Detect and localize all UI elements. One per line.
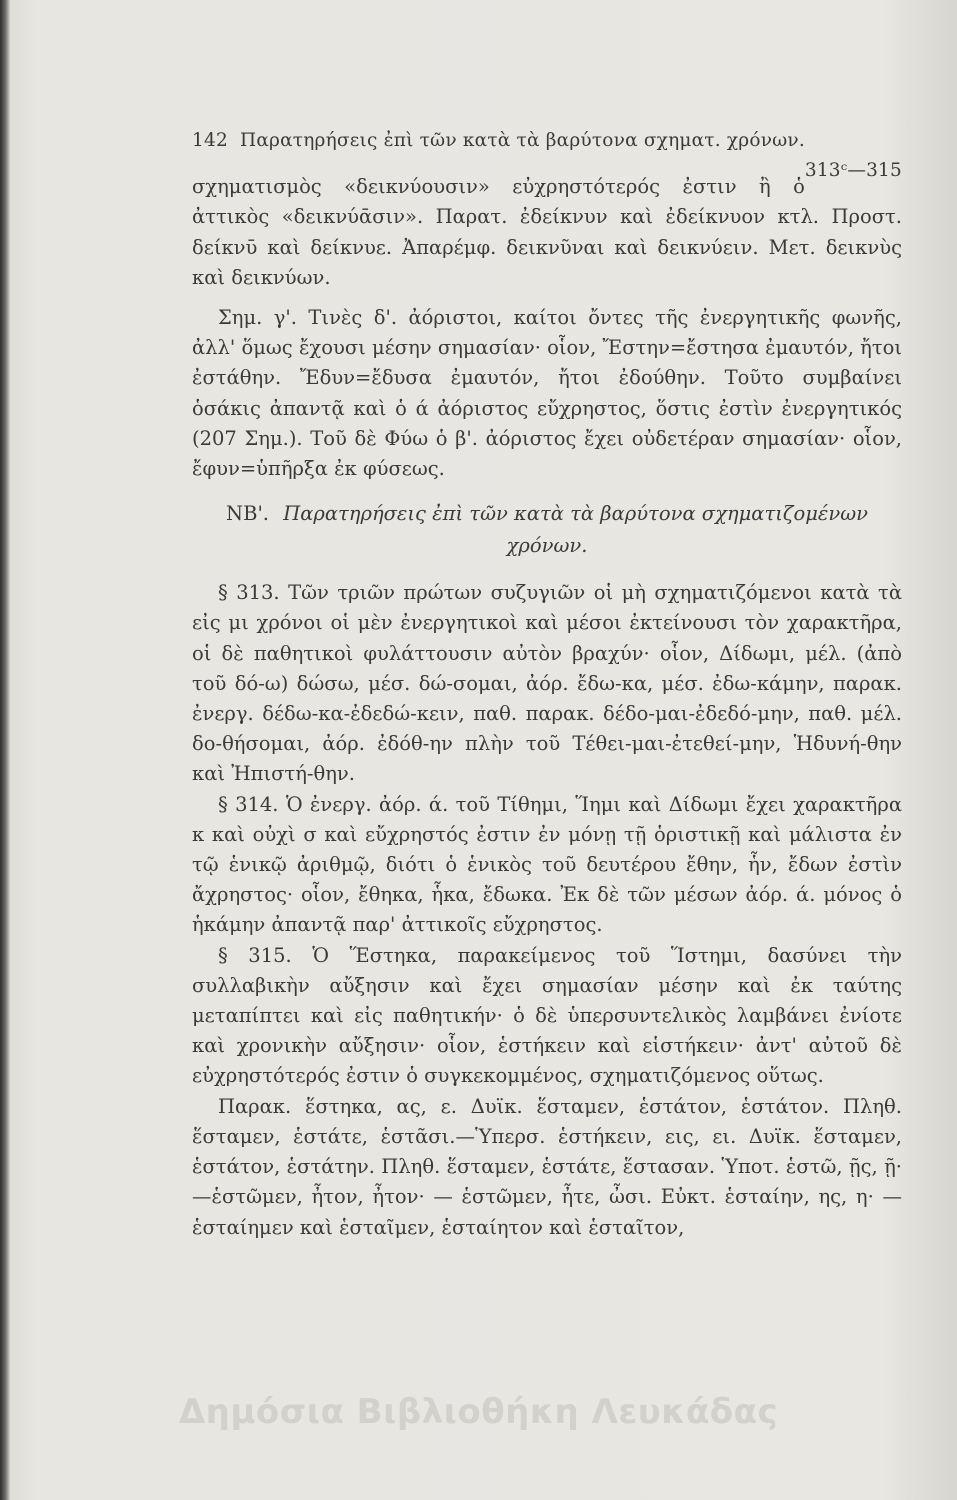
page-number: 142	[192, 130, 228, 151]
note-paragraph: Σημ. γ'. Τινὲς δ'. ἀόριστοι, καίτοι ὄντες τῆς ἐνεργητικῆς φωνῆς, ἀλλ' ὅμως ἔχουσι μέσην σημασίαν· οἷον, Ἔστην=ἔστησα ἐμαυτόν, ἤτοι ἐστάθην. Ἔδυν=ἔδυσα ἐμαυτόν, ἤτοι ἐδούθην. Τοῦτο συμβαίνει ὁσάκις ἀπαντᾷ καὶ ὁ ά ἀόριστος εὔχρηστος, ὅστις ἐστὶν ἐνεργητικός (207 Σημ.). Τοῦ δὲ Φύω ὁ β'. ἀόριστος ἔχει οὐδετέραν σημασίαν· οἷον, ἔφυν=ὑπῆρξα ἐκ φύσεως.	[192, 306, 902, 481]
running-title: Παρατηρήσεις ἐπὶ τῶν κατὰ τὰ βαρύτονα σχηματ. χρόνων.	[240, 130, 805, 151]
section-315: § 315. Ὁ Ἕστηκα, παρακείμενος τοῦ Ἵστημι, δασύνει τὴν συλλαβικὴν αὔξησιν καὶ ἔχει σημασίαν μέσην καὶ ἐκ ταύτης μεταπίπτει καὶ εἰς παθητικήν· ὁ δὲ ὑπερσυντελικὸς λαμβάνει ἐνίοτε καὶ χρονικὴν αὔξησιν· οἷον, ἑστήκειν καὶ εἱστήκειν· ἀντ' αὐτοῦ δὲ εὐχρηστότερός ἐστιν ὁ συγκεκομμένος, σχηματιζόμενος οὕτως.	[192, 943, 902, 1088]
running-header	[192, 126, 902, 182]
library-watermark: Δημόσια Βιβλιοθήκη Λευκάδας	[178, 1392, 779, 1432]
section-313: § 313. Τῶν τριῶν πρώτων συζυγιῶν οἱ μὴ σχηματιζόμενοι κατὰ τὰ εἰς μι χρόνοι οἱ μὲν ἐνεργητικοὶ καὶ μέσοι ἐκτείνουσι τὸν χαρακτῆρα, οἱ δὲ παθητικοὶ φυλάττουσιν αὐτὸν βραχύν· οἷον, Δίδωμι, μέλ. (ἀπὸ τοῦ δό-ω) δώσω, μέσ. δώ-σομαι, ἀόρ. ἔδω-κα, μέσ. ἐδω-κάμην, παρακ. ἐνεργ. δέδω-κα-ἐδεδώ-κειν, παθ. παρακ. δέδο-μαι-ἐδεδό-μην, παθ. μέλ. δο-θήσομαι, ἀόρ. ἐδόθ-ην πλὴν τοῦ Τέθει-μαι-ἐτεθεί-μην, Ἡδυνή-θην καὶ Ἠπιστή-θην.	[192, 581, 902, 786]
section-heading-title: Παρατηρήσεις ἐπὶ τῶν κατὰ τὰ βαρύτονα σχηματιζομένων χρόνων.	[283, 502, 868, 558]
paragraph-continuation: σχηματισμὸς «δεικνύουσιν» εὐχρηστότερός ἐστιν ἢ ὁ ἀττικὸς «δεικνύᾱσιν». Παρατ. ἐδείκνυν καὶ ἐδείκνυον κτλ. Προστ. δείκνῡ καὶ δείκνυε. Ἀπαρέμφ. δεικνῦναι καὶ δεικνύειν. Μετ. δεικνὺς καὶ δεικνύων.	[192, 175, 902, 289]
section-heading-number: ΝΒ'.	[226, 502, 269, 526]
paradigm-paragraph: Παρακ. ἕστηκα, ας, ε. Δυϊκ. ἕσταμεν, ἑστάτον, ἑστάτον. Πληθ. ἕσταμεν, ἑστάτε, ἑστᾶσι.—Ὑπερσ. ἑστήκειν, εις, ει. Δυϊκ. ἕσταμεν, ἑστάτον, ἑστάτην. Πληθ. ἕσταμεν, ἑστάτε, ἕστασαν. Ὑποτ. ἑστῶ, ῇς, ῇ· —ἑστῶμεν, ἦτον, ἦτον· — ἑστῶμεν, ἦτε, ὦσι. Εὐκτ. ἑσταίην, ης, η· —ἑσταίημεν καὶ ἑσταῖμεν, ἑσταίητον καὶ ἑσταῖτον,	[192, 1094, 902, 1239]
section-314: § 314. Ὁ ἐνεργ. ἀόρ. ά. τοῦ Τίθημι, Ἵημι καὶ Δίδωμι ἔχει χαρακτῆρα κ καὶ οὐχὶ σ καὶ εὔχρηστός ἐστιν ἐν μόνῃ τῇ ὁριστικῇ καὶ μάλιστα ἐν τῷ ἑνικῷ ἀριθμῷ, διότι ὁ ἑνικὸς τοῦ δευτέρου ἔθην, ἧν, ἔδων ἐστὶν ἄχρηστος· οἷον, ἔθηκα, ἧκα, ἔδωκα. Ἐκ δὲ τῶν μέσων ἀόρ. ά. μόνος ὁ ἡκάμην ἀπαντᾷ παρ' ἀττικοῖς εὔχρηστος.	[192, 792, 902, 937]
section-range: 313ᶜ—315	[804, 160, 902, 182]
text-block	[192, 126, 902, 1243]
section-heading	[192, 498, 902, 562]
book-spine-shadow	[0, 0, 10, 1500]
